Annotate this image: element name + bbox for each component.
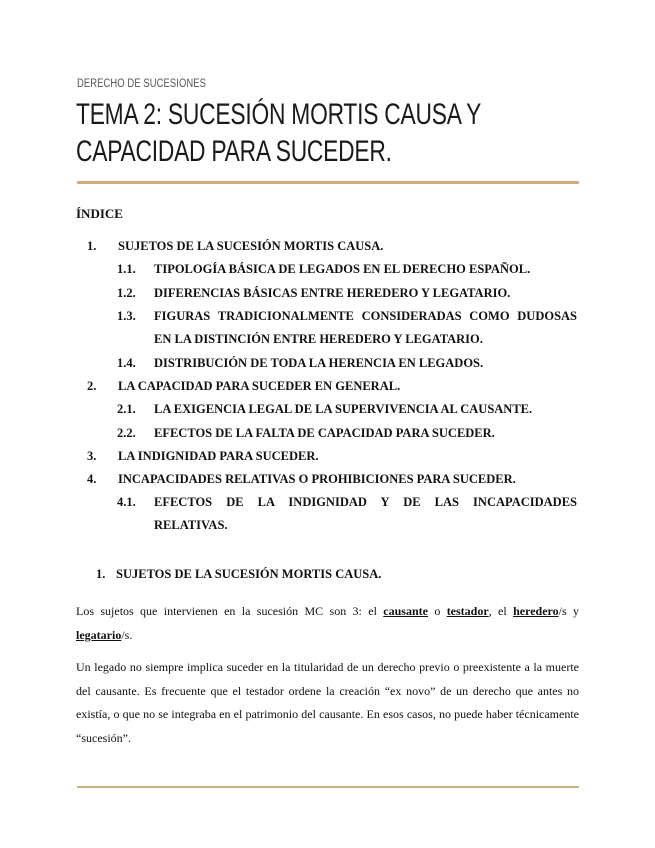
paragraph-text: Los sujetos que intervienen en la sucesión MC son 3: el <box>76 604 384 618</box>
footer-divider <box>77 786 579 788</box>
paragraph-text: , el <box>488 604 514 618</box>
toc-item-number: 2. <box>87 379 97 393</box>
term-causante: causante <box>383 604 428 618</box>
index-heading: ÍNDICE <box>76 206 123 221</box>
paragraph-text: /s y <box>558 604 579 618</box>
toc-item-number: 4. <box>87 472 97 486</box>
term-heredero: heredero <box>513 604 559 618</box>
toc-item-number: 1.1. <box>117 262 136 276</box>
toc-item-number: 1.3. <box>117 309 136 323</box>
paragraph-subjects <box>76 600 579 647</box>
paragraph-legado: Un legado no siempre implica suceder en la titularidad de un derecho previo o preexistente a la muerte del causante. Es frecuente que el testador ordene la creación “ex novo” de un derecho que antes no existía, o que no se integraba en el patrimonio del causante. En esos casos, no puede haber técnicamente “sucesión”. <box>76 660 579 745</box>
paragraph-text: /s. <box>121 627 133 642</box>
section-title: SUJETOS DE LA SUCESIÓN MORTIS CAUSA. <box>116 567 382 581</box>
toc-item-number: 2.2. <box>117 426 136 440</box>
toc-item-number: 3. <box>87 449 97 463</box>
toc-item-number: 1.4. <box>117 356 136 370</box>
toc-item-text: INCAPACIDADES RELATIVAS O PROHIBICIONES PARA SUCEDER. <box>118 472 516 486</box>
paragraph-text: o <box>427 604 447 618</box>
toc-item-number: 4.1. <box>117 495 136 509</box>
toc-item-text: TIPOLOGÍA BÁSICA DE LEGADOS EN EL DERECHO ESPAÑOL. <box>154 262 531 276</box>
toc-item-text: FIGURAS TRADICIONALMENTE CONSIDERADAS COMO DUDOSAS EN LA DISTINCIÓN ENTRE HEREDERO Y LEGATARIO. <box>154 309 577 346</box>
term-legatario: legatario <box>76 627 122 642</box>
toc-item-text: SUJETOS DE LA SUCESIÓN MORTIS CAUSA. <box>118 239 384 253</box>
toc-item-text: DISTRIBUCIÓN DE TODA LA HERENCIA EN LEGADOS. <box>154 356 484 370</box>
toc-item-text: EFECTOS DE LA FALTA DE CAPACIDAD PARA SUCEDER. <box>154 426 495 440</box>
toc-item-text: EFECTOS DE LA INDIGNIDAD Y DE LAS INCAPACIDADES RELATIVAS. <box>154 495 577 532</box>
toc-item-text: LA CAPACIDAD PARA SUCEDER EN GENERAL. <box>118 379 401 393</box>
title-divider <box>77 181 579 184</box>
toc-item-text: DIFERENCIAS BÁSICAS ENTRE HEREDERO Y LEGATARIO. <box>154 286 511 300</box>
page-title: TEMA 2: SUCESIÓN MORTIS CAUSA Y CAPACIDAD PARA SUCEDER. <box>76 98 481 168</box>
toc-item-number: 1.2. <box>117 286 136 300</box>
toc-item-text: LA EXIGENCIA LEGAL DE LA SUPERVIVENCIA AL CAUSANTE. <box>154 402 533 416</box>
toc-item-number: 2.1. <box>117 402 136 416</box>
toc-item-number: 1. <box>87 239 97 253</box>
course-subject: DERECHO DE SUCESIONES <box>77 78 207 90</box>
term-testador: testador <box>446 604 489 618</box>
toc-item-text: LA INDIGNIDAD PARA SUCEDER. <box>118 449 319 463</box>
section-number: 1. <box>96 567 106 581</box>
